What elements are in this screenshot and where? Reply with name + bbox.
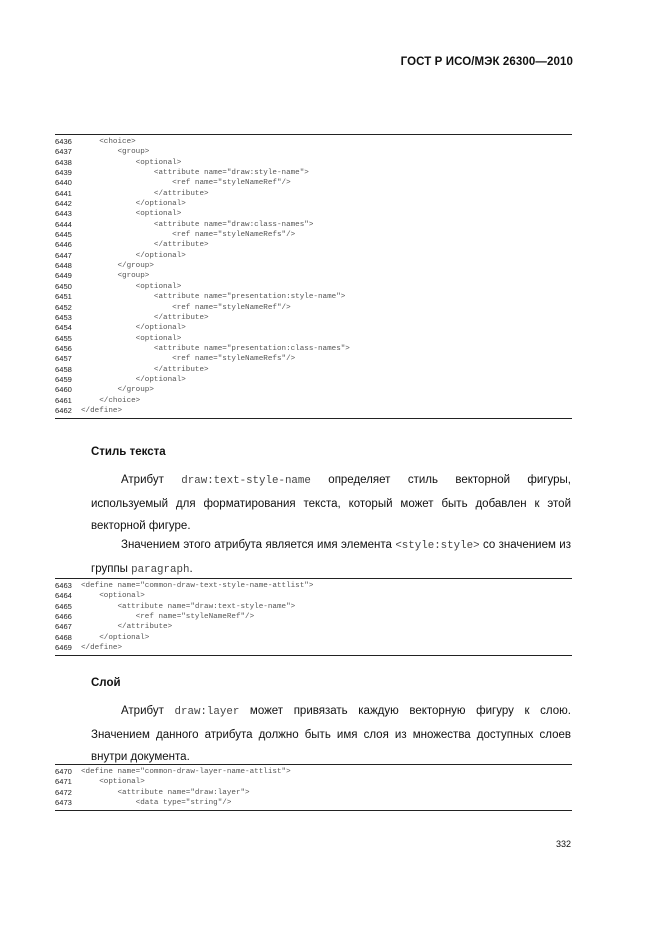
code-line <box>55 581 572 591</box>
heading-layer: Слой <box>91 677 121 689</box>
code-line <box>55 147 572 157</box>
code-line <box>55 396 572 406</box>
code-text: <attribute name="draw:class-names"> <box>81 220 314 229</box>
code-line <box>55 622 572 632</box>
line-number: 6458 <box>55 364 72 374</box>
code-line <box>55 633 572 643</box>
line-number: 6472 <box>55 787 72 797</box>
text: Значением этого атрибута является имя элемента <box>121 539 396 551</box>
code-line <box>55 158 572 168</box>
line-number: 6443 <box>55 209 72 219</box>
code-rule-bottom <box>55 810 572 811</box>
code-text: <optional> <box>81 334 182 343</box>
line-number: 6456 <box>55 343 72 353</box>
code-line <box>55 313 572 323</box>
code-inline: draw:text-style-name <box>181 475 311 487</box>
code-text: <attribute name="draw:layer"> <box>81 788 250 797</box>
code-line <box>55 292 572 302</box>
code-rule-bottom <box>55 655 572 656</box>
code-text: <ref name="styleNameRef"/> <box>81 179 291 188</box>
code-text: </define> <box>81 644 123 653</box>
page-number: 332 <box>555 839 571 849</box>
code-text: <ref name="styleNameRef"/> <box>81 303 291 312</box>
code-line <box>55 282 572 292</box>
code-inline: <style:style> <box>395 540 480 552</box>
line-number: 6469 <box>55 643 72 653</box>
code-text: <optional> <box>81 778 145 787</box>
code-line <box>55 788 572 798</box>
code-text: <attribute name="presentation:style-name"> <box>81 293 346 302</box>
code-line <box>55 643 572 653</box>
line-number: 6461 <box>55 395 72 405</box>
code-line <box>55 261 572 271</box>
line-number: 6457 <box>55 354 72 364</box>
text: . <box>189 562 193 575</box>
code-lines <box>55 581 572 653</box>
line-number: 6447 <box>55 250 72 260</box>
line-number: 6454 <box>55 323 72 333</box>
code-text: </optional> <box>81 375 186 384</box>
line-number: 6473 <box>55 798 72 808</box>
code-line <box>55 591 572 601</box>
code-text: <define name="common-draw-layer-name-attlist"> <box>81 768 291 776</box>
code-text: <choice> <box>81 138 136 146</box>
code-inline: paragraph <box>131 563 190 576</box>
code-line <box>55 385 572 395</box>
paragraph-text-style-attr <box>91 469 571 538</box>
text: определяет стиль векторной фигуры, используемый для форматирования текста, который может быть добавлен к этой векторной фигуре. <box>91 474 571 532</box>
code-line <box>55 334 572 344</box>
line-number: 6438 <box>55 157 72 167</box>
code-text: </optional> <box>81 200 186 209</box>
line-number: 6462 <box>55 405 72 415</box>
code-line <box>55 375 572 385</box>
code-text: <ref name="styleNameRef"/> <box>81 613 255 622</box>
code-text: </attribute> <box>81 623 173 632</box>
code-text: <optional> <box>81 592 145 601</box>
code-rule-top <box>55 134 572 135</box>
code-text: </attribute> <box>81 241 209 250</box>
code-line <box>55 209 572 219</box>
code-rule-top <box>55 578 572 579</box>
code-text: </attribute> <box>81 365 209 374</box>
code-listing-2 <box>55 578 572 656</box>
code-line <box>55 798 572 808</box>
line-number: 6451 <box>55 292 72 302</box>
line-number: 6436 <box>55 137 72 146</box>
line-number: 6444 <box>55 219 72 229</box>
line-number: 6465 <box>55 601 72 611</box>
code-text: <attribute name="draw:style-name"> <box>81 169 309 178</box>
code-text: <group> <box>81 148 150 157</box>
code-lines <box>55 137 572 416</box>
code-line <box>55 230 572 240</box>
line-number: 6470 <box>55 767 72 776</box>
code-text: <optional> <box>81 282 182 291</box>
code-inline: draw:layer <box>174 706 240 718</box>
code-line <box>55 767 572 777</box>
code-rule-top <box>55 764 572 765</box>
code-line <box>55 602 572 612</box>
code-text: <group> <box>81 272 150 281</box>
heading-text-style: Стиль текста <box>91 446 166 458</box>
paragraph-text-style-value <box>91 534 571 581</box>
code-rule-bottom <box>55 418 572 419</box>
code-line <box>55 365 572 375</box>
code-text: </define> <box>81 406 123 415</box>
code-text: <ref name="styleNameRefs"/> <box>81 355 296 364</box>
text: может привязать каждую векторную фигуру к слою. Значением данного атрибута должно быть имя слоя из множества доступных слоев внутри документа. <box>91 705 571 763</box>
line-number: 6448 <box>55 261 72 271</box>
code-text: </optional> <box>81 251 186 260</box>
code-lines <box>55 767 572 808</box>
code-line <box>55 137 572 147</box>
code-text: </attribute> <box>81 189 209 198</box>
code-text: </optional> <box>81 633 150 642</box>
line-number: 6439 <box>55 168 72 178</box>
code-line <box>55 251 572 261</box>
code-line <box>55 199 572 209</box>
line-number: 6446 <box>55 240 72 250</box>
line-number: 6471 <box>55 777 72 787</box>
code-text: </group> <box>81 262 154 271</box>
line-number: 6455 <box>55 333 72 343</box>
code-text: </group> <box>81 386 154 395</box>
line-number: 6459 <box>55 374 72 384</box>
code-text: <optional> <box>81 158 182 167</box>
code-line <box>55 344 572 354</box>
text: Атрибут <box>121 474 182 486</box>
code-text: <ref name="styleNameRefs"/> <box>81 231 296 240</box>
code-line <box>55 178 572 188</box>
line-number: 6460 <box>55 385 72 395</box>
line-number: 6452 <box>55 302 72 312</box>
code-line <box>55 303 572 313</box>
code-line <box>55 189 572 199</box>
text: со значением из группы <box>91 539 572 575</box>
line-number: 6442 <box>55 199 72 209</box>
code-text: </attribute> <box>81 313 209 322</box>
code-listing-1 <box>55 134 572 419</box>
line-number: 6450 <box>55 281 72 291</box>
code-line <box>55 168 572 178</box>
code-line <box>55 271 572 281</box>
line-number: 6467 <box>55 622 72 632</box>
line-number: 6437 <box>55 147 72 157</box>
code-line <box>55 323 572 333</box>
line-number: 6466 <box>55 612 72 622</box>
line-number: 6453 <box>55 312 72 322</box>
paragraph-layer-attr <box>91 700 571 769</box>
code-listing-3 <box>55 764 572 811</box>
code-text: <attribute name="presentation:class-names"> <box>81 344 350 353</box>
line-number: 6445 <box>55 230 72 240</box>
line-number: 6449 <box>55 271 72 281</box>
line-number: 6464 <box>55 591 72 601</box>
line-number: 6463 <box>55 581 72 590</box>
code-line <box>55 220 572 230</box>
code-text: </optional> <box>81 324 186 333</box>
line-number: 6468 <box>55 632 72 642</box>
code-text: </choice> <box>81 396 141 405</box>
code-line <box>55 354 572 364</box>
code-text: <data type="string"/> <box>81 799 232 808</box>
code-line <box>55 612 572 622</box>
code-text: <define name="common-draw-text-style-name-attlist"> <box>81 582 314 590</box>
code-text: <attribute name="draw:text-style-name"> <box>81 602 296 611</box>
code-line <box>55 240 572 250</box>
line-number: 6441 <box>55 188 72 198</box>
code-line <box>55 406 572 416</box>
code-line <box>55 777 572 787</box>
text: Атрибут <box>121 705 175 717</box>
code-text: <optional> <box>81 210 182 219</box>
line-number: 6440 <box>55 178 72 188</box>
document-header: ГОСТ Р ИСО/МЭК 26300—2010 <box>400 56 573 68</box>
